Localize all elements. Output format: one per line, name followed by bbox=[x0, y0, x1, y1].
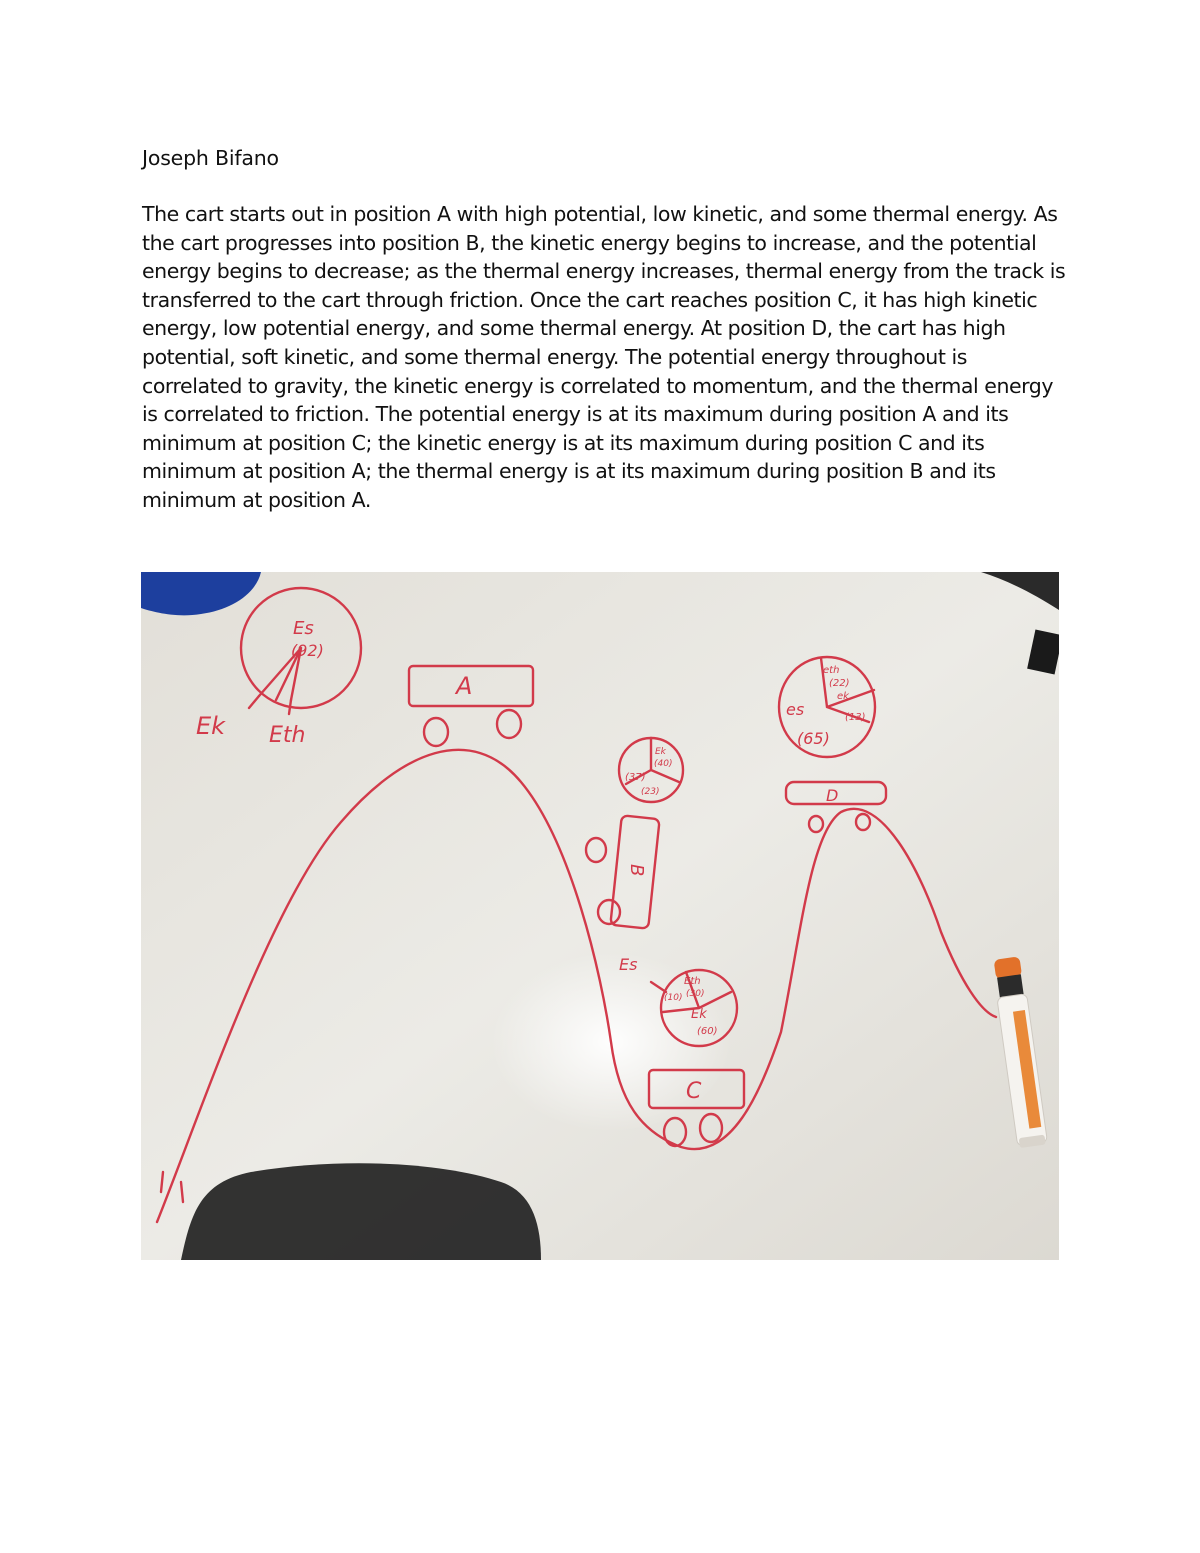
pie-b-es-value: (37) bbox=[625, 772, 646, 783]
pie-b-ek-label: Ek bbox=[655, 747, 666, 757]
cart-c-label: C bbox=[686, 1079, 702, 1104]
pie-c-es-label: Es bbox=[619, 955, 638, 974]
pie-d-eth-label: eth bbox=[823, 665, 840, 676]
pie-c-eth-label: Eth bbox=[684, 976, 701, 987]
cart-d-label: D bbox=[826, 786, 839, 805]
pie-c-ek-value: (60) bbox=[697, 1026, 718, 1037]
cart-a-label: A bbox=[456, 672, 473, 700]
pie-b-ek-value: (40) bbox=[654, 759, 673, 769]
pie-c-eth-value: (30) bbox=[686, 989, 705, 999]
pie-d-es-label: es bbox=[786, 700, 805, 719]
pie-b-eth-value: (23) bbox=[641, 787, 660, 797]
pie-a-eth-label: Eth bbox=[269, 723, 306, 748]
cart-b-label: B bbox=[626, 864, 647, 877]
pie-c-es-value: (10) bbox=[664, 993, 683, 1003]
pie-d-ek-label: ek bbox=[837, 691, 849, 702]
pie-d-eth-value: (22) bbox=[829, 678, 850, 689]
whiteboard-photo bbox=[141, 572, 1059, 1260]
pie-d-es-value: (65) bbox=[797, 729, 830, 748]
author-name: Joseph Bifano bbox=[142, 146, 279, 170]
pie-c-ek-label: Ek bbox=[691, 1007, 707, 1022]
pie-a-ek-label: Ek bbox=[196, 712, 226, 740]
pie-a-es-label: Es bbox=[293, 618, 314, 639]
explanation-paragraph: The cart starts out in position A with high potential, low kinetic, and some thermal energy. As the cart progresses into position B, the kinetic energy begins to increase, and the potential energy begins to decrease; as the thermal energy increases, thermal energy from the track is transferred to the cart through friction. Once the cart reaches position C, it has high kinetic energy, low potential energy, and some thermal energy. At position D, the cart has high potential, soft kinetic, and some thermal energy. The potential energy throughout is correlated to gravity, the kinetic energy is correlated to momentum, and the thermal energy is correlated to friction. The potential energy is at its maximum during position A and its minimum at position C; the kinetic energy is at its maximum during position C and its minimum at position A; the thermal energy is at its maximum during position B and its minimum at position A. bbox=[142, 202, 1066, 512]
pie-a-es-value: (92) bbox=[291, 641, 324, 660]
pie-d-ek-value: (13) bbox=[845, 712, 866, 723]
